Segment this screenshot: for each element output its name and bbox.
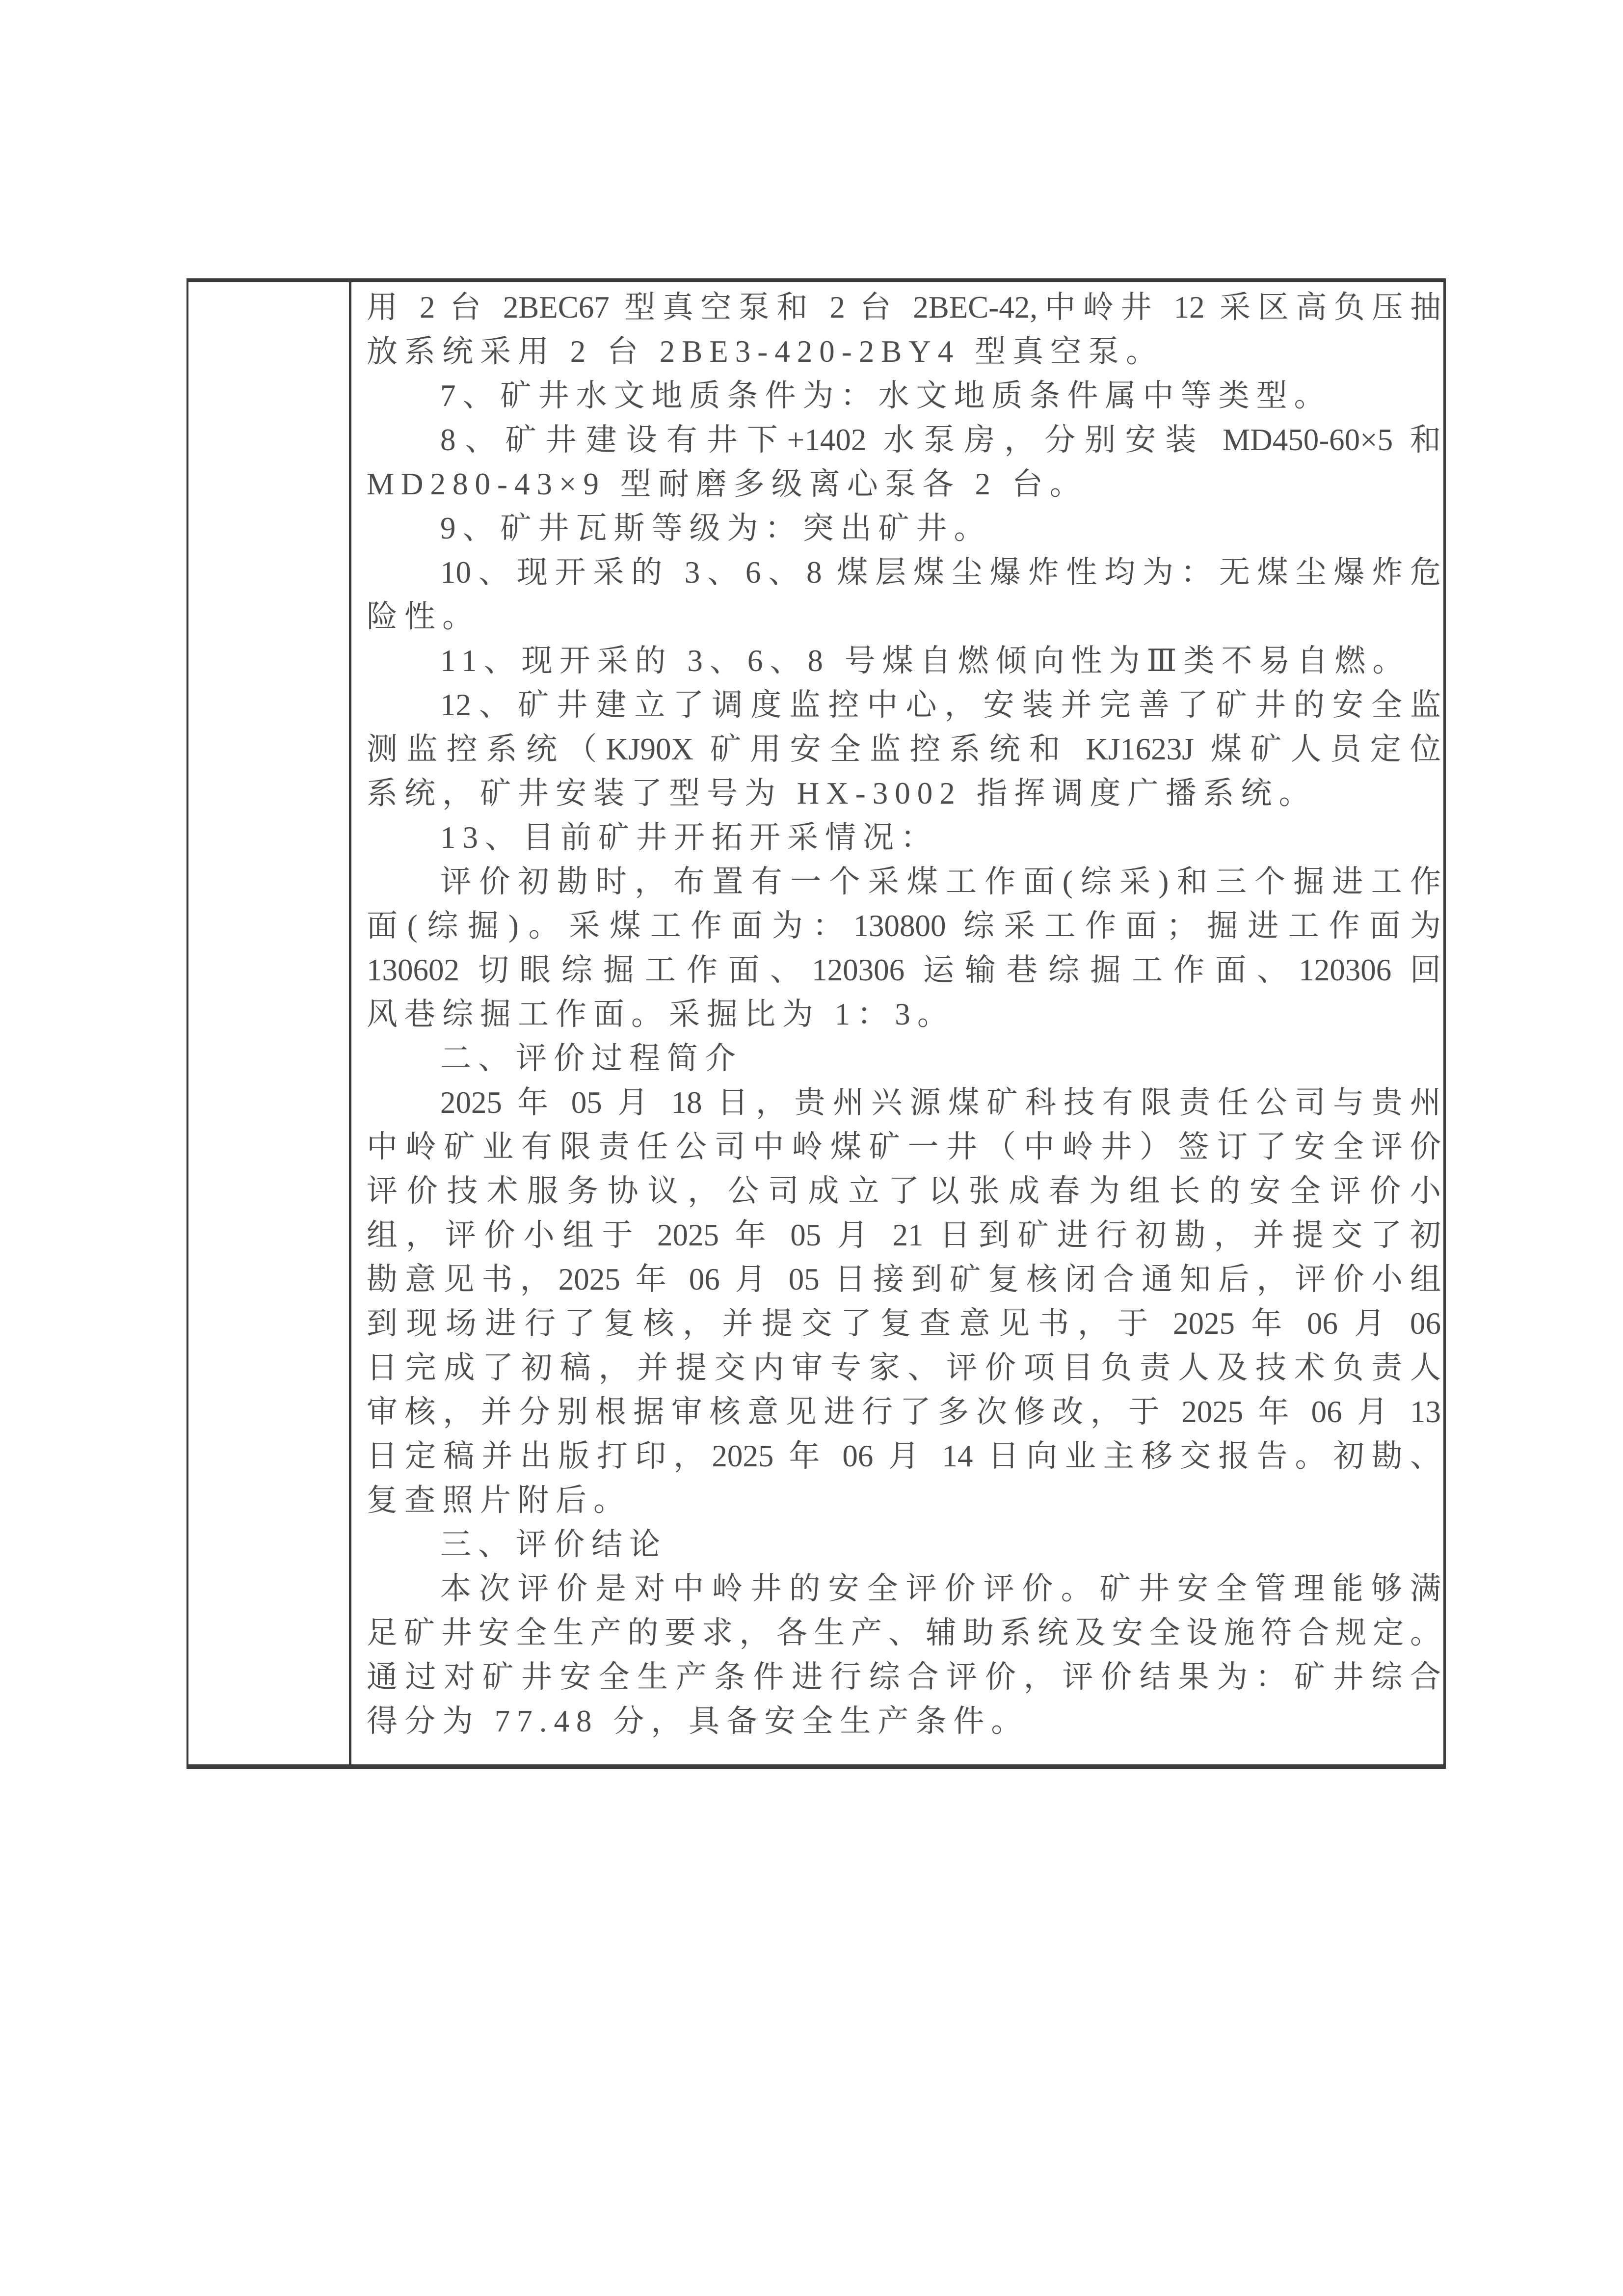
text-line: 复查照片附后。 (367, 1483, 631, 1517)
text-line: 测监控系统（KJ90X 矿用安全监控系统和 KJ1623J 煤矿人员定位 (367, 732, 1441, 766)
text-line: 2025 年 05 月 18 日，贵州兴源煤矿科技有限责任公司与贵州 (440, 1085, 1441, 1120)
text-line: 中岭矿业有限责任公司中岭煤矿一井（中岭井）签订了安全评价 (367, 1130, 1441, 1164)
text-line: 勘意见书，2025 年 06 月 05 日接到矿复核闭合通知后，评价小组 (367, 1262, 1441, 1297)
text-line: 二、评价过程简介 (440, 1041, 743, 1076)
text-line: 11、现开采的 3、6、8 号煤自燃倾向性为Ⅲ类不易自燃。 (440, 644, 1410, 678)
text-line: 10、现开采的 3、6、8 煤层煤尘爆炸性均为：无煤尘爆炸危 (440, 555, 1441, 590)
text-line: 8、矿井建设有井下+1402 水泵房，分别安装 MD450-60×5 和 (440, 423, 1441, 457)
text-line: 评价初勘时，布置有一个采煤工作面(综采)和三个掘进工作 (440, 864, 1441, 899)
text-line: 三、评价结论 (440, 1527, 667, 1562)
text-line: 到现场进行了复核，并提交了复查意见书，于 2025 年 06 月 06 (367, 1306, 1441, 1341)
text-block (367, 285, 1441, 1743)
text-line: 得分为 77.48 分，具备安全生产条件。 (367, 1704, 1029, 1738)
text-line: 130602 切眼综掘工作面、120306 运输巷综掘工作面、120306 回 (367, 953, 1441, 987)
text-line: 通过对矿井安全生产条件进行综合评价，评价结果为：矿井综合 (367, 1660, 1441, 1694)
text-line: 9、矿井瓦斯等级为：突出矿井。 (440, 511, 992, 545)
text-line: MD280-43×9 型耐磨多级离心泵各 2 台。 (367, 467, 1088, 501)
table-left-column-cell (188, 282, 351, 1764)
text-line: 评价技术服务协议，公司成立了以张成春为组长的安全评价小 (367, 1174, 1441, 1208)
text-line: 放系统采用 2 台 2BE3-420-2BY4 型真空泵。 (367, 334, 1164, 369)
text-line: 面(综掘)。采煤工作面为：130800 综采工作面；掘进工作面为 (367, 909, 1441, 943)
text-line: 险性。 (367, 599, 480, 634)
text-line: 7、矿井水文地质条件为：水文地质条件属中等类型。 (440, 378, 1332, 413)
text-line: 本次评价是对中岭井的安全评价评价。矿井安全管理能够满 (440, 1571, 1441, 1606)
table-content-cell (351, 282, 1443, 1764)
text-line: 12、矿井建立了调度监控中心，安装并完善了矿井的安全监 (440, 688, 1441, 722)
text-line: 13、目前矿井开拓开采情况： (440, 820, 938, 855)
text-line: 审核，并分别根据审核意见进行了多次修改，于 2025 年 06 月 13 (367, 1395, 1441, 1429)
text-line: 足矿井安全生产的要求，各生产、辅助系统及安全设施符合规定。 (367, 1616, 1441, 1650)
text-line: 系统，矿井安装了型号为 HX-3002 指挥调度广播系统。 (367, 776, 1317, 810)
text-line: 日完成了初稿，并提交内审专家、评价项目负责人及技术负责人 (367, 1351, 1441, 1385)
text-line: 用 2 台 2BEC67 型真空泵和 2 台 2BEC-42,中岭井 12 采区高负压抽 (367, 290, 1441, 324)
text-line: 风巷综掘工作面。采掘比为 1：3。 (367, 997, 955, 1031)
text-line: 日定稿并出版打印，2025 年 06 月 14 日向业主移交报告。初勘、 (367, 1439, 1441, 1473)
text-line: 组，评价小组于 2025 年 05 月 21 日到矿进行初勘，并提交了初 (367, 1218, 1441, 1252)
content-table (186, 278, 1446, 1769)
